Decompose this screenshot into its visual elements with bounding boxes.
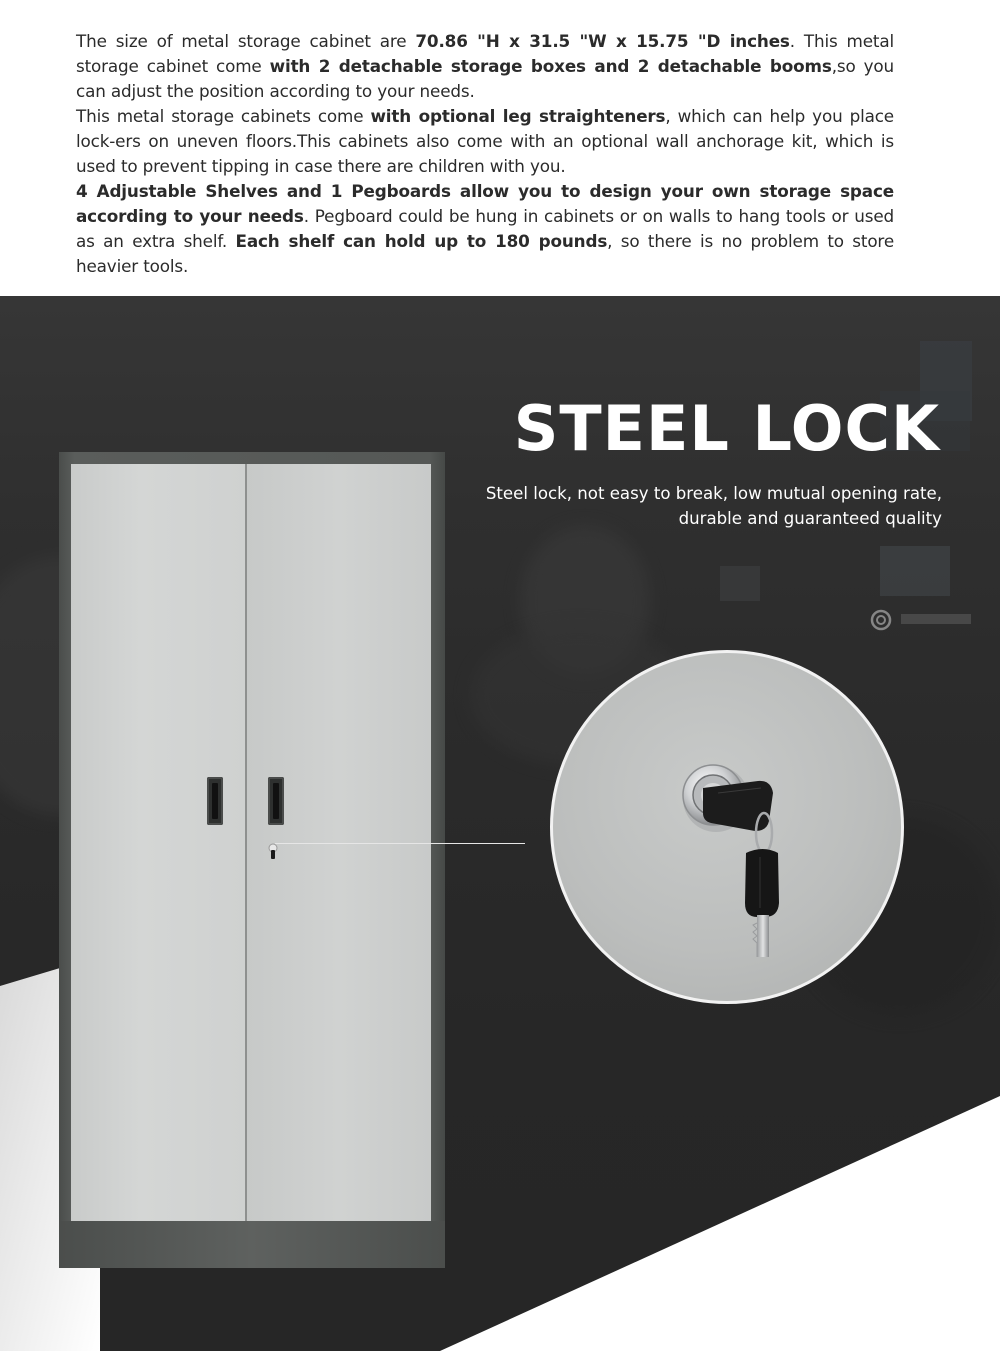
description-paragraph-legs [76, 104, 894, 179]
text-run: . Pegboard could be hung in cabinets or on walls to hang tools or used as an extra shelf. [76, 206, 894, 251]
text-run-bold: Each shelf can hold up to 180 pounds [235, 231, 608, 251]
subtitle-line: Steel lock, not easy to break, low mutual opening rate, [485, 484, 942, 503]
left-handle-icon [207, 777, 223, 825]
text-run-bold: with optional leg straighteners [370, 106, 666, 126]
text-run: This metal storage cabinets come [76, 106, 371, 126]
text-run: ,so you can adjust the position according to your needs. [76, 56, 894, 101]
small-lock-icon [268, 843, 278, 861]
text-run-bold: 70.86 "H x 31.5 "W x 15.75 "D inches [415, 31, 790, 51]
feature-subtitle [422, 481, 942, 531]
text-run: The size of metal storage cabinet are [76, 31, 416, 51]
text-run: . This metal storage cabinet come [76, 31, 894, 76]
key-lock-icon [553, 653, 901, 1001]
description-paragraph-size [76, 29, 894, 104]
text-run: , which can help you place lock-ers on uneven floors.This cabinets also come with an optional wall anchorage kit, which is used to prevent tipping in case there are children with you. [76, 106, 894, 176]
text-run-bold: 4 Adjustable Shelves and 1 Pegboards allow you to design your own storage space according to your needs [76, 181, 894, 226]
lock-closeup [550, 650, 904, 1004]
door-seam [245, 464, 247, 1221]
description-paragraph-shelves [76, 179, 894, 279]
two-door-metal-cabinet-icon [59, 452, 445, 1268]
right-handle-icon [268, 777, 284, 825]
callout-line [275, 843, 525, 844]
brand-logo-icon [866, 605, 976, 635]
product-description [76, 29, 894, 279]
text-run-bold: with 2 detachable storage boxes and 2 detachable booms [269, 56, 832, 76]
cabinet-left-door [71, 464, 245, 1221]
feature-title: STEEL LOCK [513, 392, 940, 465]
subtitle-line: durable and guaranteed quality [678, 509, 942, 528]
text-run: , so there is no problem to store heavier tools. [76, 231, 894, 276]
cabinet-base [59, 1221, 445, 1268]
